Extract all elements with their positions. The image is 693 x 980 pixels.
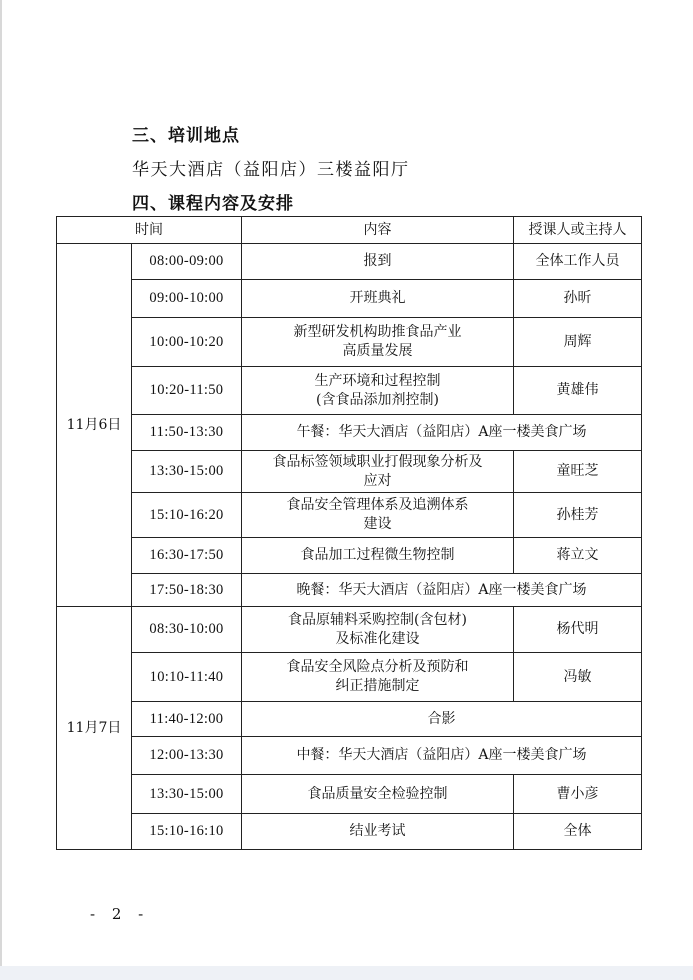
meal-cell: 中餐：华天大酒店（益阳店）A座一楼美食广场 (242, 737, 642, 775)
section-heading-schedule: 四、课程内容及安排 (132, 194, 294, 214)
time-cell: 10:00-10:20 (132, 318, 242, 367)
table-row (57, 493, 642, 538)
header-content: 内容 (242, 217, 514, 244)
host-cell: 孙昕 (514, 280, 642, 318)
table-row (57, 415, 642, 451)
time-cell: 12:00-13:30 (132, 737, 242, 775)
time-cell: 11:40-12:00 (132, 702, 242, 737)
date-cell: 11月7日 (57, 607, 132, 850)
content-cell: 开班典礼 (242, 280, 514, 318)
host-cell: 冯敏 (514, 653, 642, 702)
table-row (57, 318, 642, 367)
host-cell: 孙桂芳 (514, 493, 642, 538)
schedule-table (56, 216, 642, 850)
table-row (57, 702, 642, 737)
time-cell: 17:50-18:30 (132, 574, 242, 607)
training-location: 华天大酒店（益阳店）三楼益阳厅 (132, 160, 410, 180)
photo-cell: 合影 (242, 702, 642, 737)
time-cell: 16:30-17:50 (132, 538, 242, 574)
host-cell: 周辉 (514, 318, 642, 367)
table-row (57, 574, 642, 607)
time-cell: 13:30-15:00 (132, 775, 242, 814)
meal-cell: 晚餐：华天大酒店（益阳店）A座一楼美食广场 (242, 574, 642, 607)
table-row (57, 737, 642, 775)
content-cell: 食品标签领域职业打假现象分析及 应对 (242, 451, 514, 493)
table-row (57, 607, 642, 653)
time-cell: 10:20-11:50 (132, 367, 242, 415)
content-cell: 食品安全风险点分析及预防和 纠正措施制定 (242, 653, 514, 702)
section-heading-location: 三、培训地点 (132, 126, 240, 146)
time-cell: 15:10-16:20 (132, 493, 242, 538)
page-number: - 2 - (90, 905, 150, 923)
content-cell: 结业考试 (242, 814, 514, 850)
table-row (57, 814, 642, 850)
meal-cell: 午餐：华天大酒店（益阳店）A座一楼美食广场 (242, 415, 642, 451)
host-cell: 黄雄伟 (514, 367, 642, 415)
content-cell: 食品质量安全检验控制 (242, 775, 514, 814)
time-cell: 10:10-11:40 (132, 653, 242, 702)
table-row (57, 280, 642, 318)
content-cell: 报到 (242, 244, 514, 280)
time-cell: 09:00-10:00 (132, 280, 242, 318)
content-cell: 食品安全管理体系及追溯体系 建设 (242, 493, 514, 538)
time-cell: 08:00-09:00 (132, 244, 242, 280)
host-cell: 全体 (514, 814, 642, 850)
host-cell: 蒋立文 (514, 538, 642, 574)
content-cell: 生产环境和过程控制 (含食品添加剂控制) (242, 367, 514, 415)
scan-edge (0, 966, 693, 980)
table-row (57, 367, 642, 415)
time-cell: 15:10-16:10 (132, 814, 242, 850)
time-cell: 13:30-15:00 (132, 451, 242, 493)
table-header-row (57, 217, 642, 244)
content-cell: 新型研发机构助推食品产业 高质量发展 (242, 318, 514, 367)
content-cell: 食品加工过程微生物控制 (242, 538, 514, 574)
table-row (57, 653, 642, 702)
header-host: 授课人或主持人 (514, 217, 642, 244)
page-edge (0, 0, 2, 980)
table-row (57, 538, 642, 574)
table-row (57, 775, 642, 814)
host-cell: 曹小彦 (514, 775, 642, 814)
time-cell: 11:50-13:30 (132, 415, 242, 451)
header-time: 时间 (57, 217, 242, 244)
content-cell: 食品原辅料采购控制(含包材) 及标准化建设 (242, 607, 514, 653)
host-cell: 杨代明 (514, 607, 642, 653)
table-row (57, 244, 642, 280)
time-cell: 08:30-10:00 (132, 607, 242, 653)
table-row (57, 451, 642, 493)
host-cell: 童旺芝 (514, 451, 642, 493)
date-cell: 11月6日 (57, 244, 132, 607)
host-cell: 全体工作人员 (514, 244, 642, 280)
